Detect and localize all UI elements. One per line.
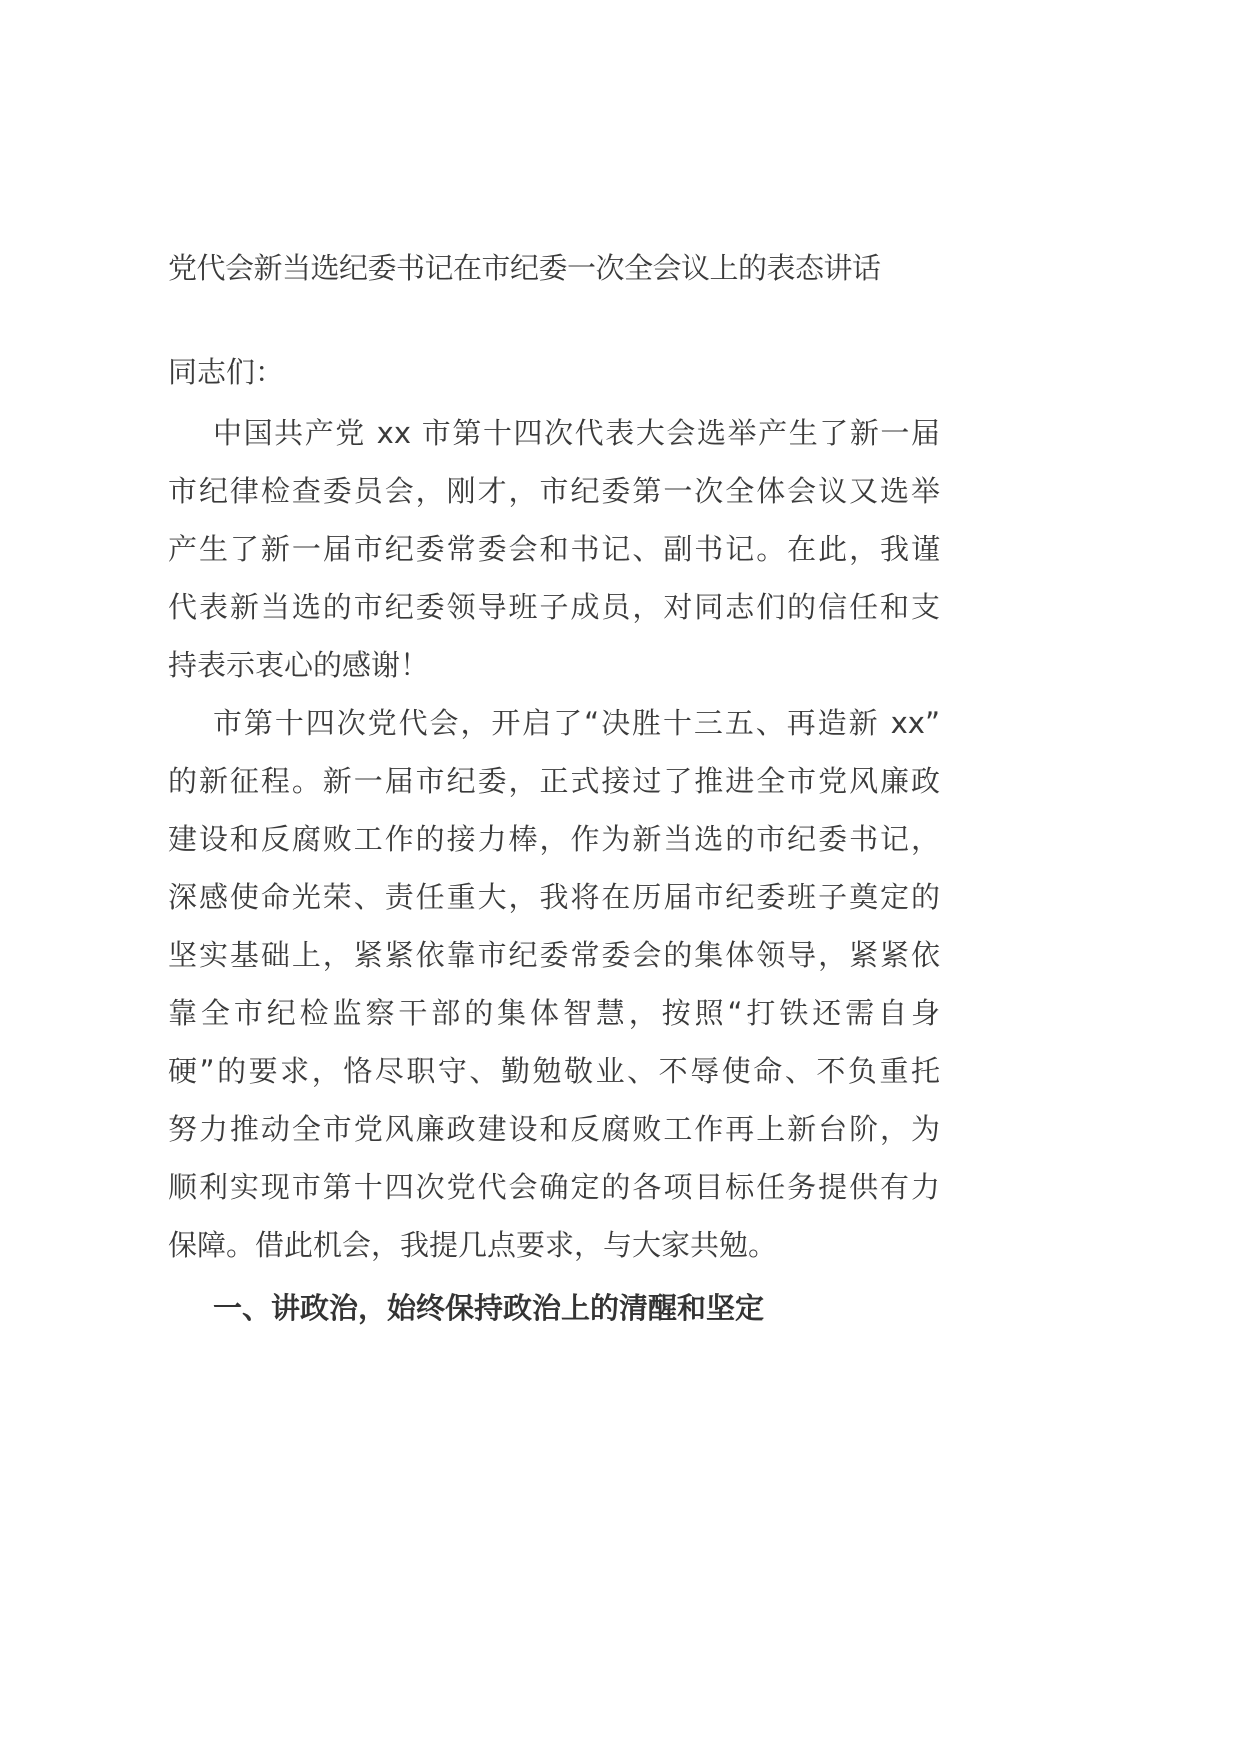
section-heading: 一、讲政治，始终保持政治上的清醒和坚定 xyxy=(213,1291,765,1325)
paragraph-line: 市纪律检查委员会，刚才，市纪委第一次全体会议又选举 xyxy=(168,474,940,508)
salutation: 同志们： xyxy=(168,355,285,389)
paragraph-line: 保障。借此机会，我提几点要求，与大家共勉。 xyxy=(168,1228,778,1262)
paragraph-line: 市第十四次党代会，开启了“决胜十三五、再造新 xx” xyxy=(213,706,940,740)
paragraph-line: 的新征程。新一届市纪委，正式接过了推进全市党风廉政 xyxy=(168,764,940,798)
paragraph-line: 中国共产党 xx 市第十四次代表大会选举产生了新一届 xyxy=(213,416,940,450)
paragraph-line: 持表示衷心的感谢！ xyxy=(168,648,430,682)
paragraph-line: 顺利实现市第十四次党代会确定的各项目标任务提供有力 xyxy=(168,1170,940,1204)
paragraph-line: 产生了新一届市纪委常委会和书记、副书记。在此，我谨 xyxy=(168,532,940,566)
paragraph-line: 努力推动全市党风廉政建设和反腐败工作再上新台阶，为 xyxy=(168,1112,940,1146)
paragraph-line: 硬”的要求，恪尽职守、勤勉敬业、不辱使命、不负重托 xyxy=(168,1054,940,1088)
paragraph-line: 深感使命光荣、责任重大，我将在历届市纪委班子奠定的 xyxy=(168,880,940,914)
document-title: 党代会新当选纪委书记在市纪委一次全会议上的表态讲话 xyxy=(168,251,881,285)
paragraph-line: 坚实基础上，紧紧依靠市纪委常委会的集体领导，紧紧依 xyxy=(168,938,940,972)
paragraph-line: 代表新当选的市纪委领导班子成员，对同志们的信任和支 xyxy=(168,590,940,624)
paragraph-line: 建设和反腐败工作的接力棒，作为新当选的市纪委书记， xyxy=(168,822,940,856)
paragraph-line: 靠全市纪检监察干部的集体智慧，按照“打铁还需自身 xyxy=(168,996,940,1030)
